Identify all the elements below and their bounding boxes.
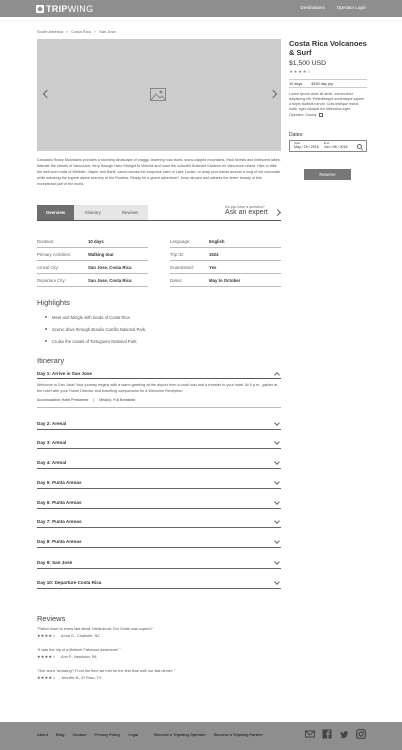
meals-label: Meal(s): Full Breakfast bbox=[99, 398, 136, 402]
footer-link-blog[interactable]: Blog bbox=[55, 733, 65, 737]
itinerary-day-toggle[interactable]: Day 8: Punta Arenas bbox=[37, 536, 281, 548]
list-item: Cruise the canals of Tortuguero National Park. bbox=[45, 335, 146, 347]
image-gallery bbox=[37, 39, 281, 151]
fact-dates: Dates: May to October bbox=[170, 274, 281, 287]
tab-reviews[interactable]: Reviews bbox=[112, 205, 148, 220]
chevron-up-icon bbox=[274, 372, 280, 378]
trip-price: $1,500 USD bbox=[289, 60, 327, 67]
itinerary-day-toggle[interactable]: Day 2: Arenal bbox=[37, 418, 281, 430]
day-description: Welcome to San Jose! Your journey begins with a warm greeting at the airport from a local host and a transfer to your hotel. At 6 p.m., gather at the hotel with your Travel Director and travelling companions for a Welcome Reception. bbox=[37, 383, 278, 393]
facebook-icon[interactable] bbox=[322, 729, 332, 739]
reviews-heading: Reviews bbox=[37, 614, 66, 623]
reserve-button[interactable]: Reserve bbox=[304, 169, 351, 180]
mail-icon[interactable] bbox=[305, 729, 315, 739]
review-item: "Pared down to every last detail. Meticulous! Our Guide was superb! " ★★★★☆ - Anna G., Charlotte, NC bbox=[37, 627, 155, 638]
fact-trip-id: Trip ID: 1524 bbox=[170, 248, 281, 261]
operator-link[interactable]: Operator: Gowey bbox=[289, 113, 367, 117]
tab-overview[interactable]: Overview bbox=[37, 205, 74, 220]
end-date-field[interactable]: End Jun / 08 / 2016 bbox=[323, 141, 348, 149]
fact-language: Language: English bbox=[170, 235, 281, 248]
date-range-picker[interactable] bbox=[289, 140, 367, 152]
fact-guaranteed: Guaranteed: Yes bbox=[170, 261, 281, 274]
chevron-left-icon[interactable] bbox=[42, 89, 50, 99]
breadcrumb-item[interactable]: South America bbox=[37, 29, 64, 34]
chevron-down-icon bbox=[274, 479, 280, 485]
fact-duration: Duration: 10 days bbox=[37, 235, 148, 248]
social-icons bbox=[305, 729, 366, 739]
footer-link-privacy[interactable]: Privacy Policy bbox=[94, 733, 121, 737]
tab-bar bbox=[37, 205, 281, 221]
ask-question: Do you have a question? bbox=[225, 205, 265, 209]
itinerary-day-expanded bbox=[37, 368, 281, 408]
logo-icon bbox=[36, 5, 44, 13]
top-nav bbox=[301, 5, 366, 10]
instagram-icon[interactable] bbox=[356, 729, 366, 739]
booking-sidebar bbox=[289, 39, 367, 180]
rating-stars: ★★★★☆ bbox=[289, 69, 312, 74]
breadcrumb-item[interactable]: San Jose bbox=[99, 29, 116, 34]
chevron-down-icon bbox=[274, 518, 280, 524]
trip-duration: 10 days bbox=[289, 81, 303, 86]
footer-link-partner[interactable]: Become a Tripwing Partner bbox=[213, 733, 263, 737]
itinerary-day-toggle[interactable] bbox=[37, 368, 281, 379]
fact-activities: Primary Activities: Walking tour bbox=[37, 248, 148, 261]
itinerary-day-toggle[interactable]: Day 5: Punta Arenas bbox=[37, 477, 281, 489]
ask-expert-link[interactable] bbox=[225, 205, 281, 216]
breadcrumb-separator: » bbox=[66, 29, 69, 34]
breadcrumb-item[interactable]: Costa Rica bbox=[71, 29, 91, 34]
list-item: Meet and Mingle with locals of Costa Rica bbox=[45, 311, 146, 323]
itinerary-day-toggle[interactable]: Day 6: Punta Arenas bbox=[37, 497, 281, 509]
start-date-field[interactable]: Start May / 29 / 2016 bbox=[294, 141, 319, 149]
footer-link-legal[interactable]: Legal bbox=[128, 733, 139, 737]
breadcrumb-separator: » bbox=[93, 29, 97, 34]
chevron-down-icon bbox=[274, 559, 280, 565]
breadcrumb bbox=[37, 29, 116, 34]
trip-per-day: $150 day p/p bbox=[311, 81, 334, 86]
top-bar bbox=[0, 0, 402, 17]
footer-link-about[interactable]: About bbox=[37, 733, 48, 737]
ask-expert-label: Ask an expert bbox=[225, 209, 268, 216]
chevron-down-icon bbox=[274, 579, 280, 585]
fact-departure-city: Departure City: San Jose, Costa Rica bbox=[37, 274, 148, 287]
search-icon[interactable] bbox=[357, 144, 362, 149]
logo-text: TRIPWING bbox=[46, 3, 94, 14]
nav-operator-login[interactable]: Operator Login bbox=[336, 5, 366, 10]
footer bbox=[0, 722, 402, 750]
highlights-list bbox=[45, 311, 146, 347]
itinerary-heading: Itinerary bbox=[37, 356, 65, 365]
fact-arrival-city: Arrival City: San Jose, Costa Rica bbox=[37, 261, 148, 274]
trip-summary bbox=[289, 79, 367, 88]
chevron-down-icon bbox=[274, 499, 280, 505]
footer-link-operator[interactable]: Become a Tripwing Operator bbox=[154, 733, 206, 737]
itinerary-day-toggle[interactable]: Day 4: Arenal bbox=[37, 457, 281, 469]
day-meta: Accomodation: Hotel Presidente | Meal(s): Full Breakfast bbox=[37, 398, 281, 408]
trip-description: Canada's Rocky Mountains provides a stunning landscape of craggy, towering rock faces, snow-capped mountains, thick forests and iridescent lakes. Wander the streets of Vancouver, ferry through Haro Straight to Victoria and roam the colourful Butchart Gardens on Vancouver island. Hike or bike the well worn trails of Whistler, Jasper and Banff, canoe across the turquoise calm of Lake Louise, or wrap your hands around a mug of hot chocolate while admiring the superb alpine scenery of the Rockies. Ready for a grand adventure? Jump aboard and witness the sheer beauty of this exceptional part of the world. bbox=[37, 158, 281, 186]
chevron-down-icon bbox=[274, 420, 280, 426]
list-item: Scenic drive through Braulio Carrillo National Park. bbox=[45, 323, 146, 335]
highlights-heading: Highlights bbox=[37, 298, 70, 307]
day-title: Day 1: Arrive in San Jose bbox=[37, 370, 92, 376]
review-item: "One word "amazing"! From the time we met for the first time until our last dinner. " ★★★★☆ - Jennifer B., El Paso, TX bbox=[37, 669, 176, 680]
rating-stars: ★★★★☆ bbox=[37, 675, 56, 680]
trip-summary-text: Lorem ipsum dolor sit amet, consectetur adipiscing elit. Pellentesque scelerisque sapien a turpis facilisis rutrum. Cras tristique lectus nulla, eget volutpat leo bibendum eget. bbox=[289, 92, 365, 111]
trip-title: Costa Rica Volcanoes & Surf bbox=[289, 39, 367, 57]
image-placeholder-icon bbox=[150, 88, 166, 101]
chevron-down-icon bbox=[274, 538, 280, 544]
itinerary-day-toggle[interactable]: Day 10: Departure Costa Rica bbox=[37, 577, 281, 589]
review-item: "It was the trip of a lifetime! Fabulous adventure! " ★★★★☆ - Ann P., Newtown, PA bbox=[37, 648, 121, 659]
itinerary-day-toggle[interactable]: Day 7: Punta Arenas bbox=[37, 516, 281, 528]
reviews-section bbox=[37, 614, 175, 690]
chevron-right-icon[interactable] bbox=[268, 89, 276, 99]
external-link-icon bbox=[319, 113, 323, 117]
nav-destinations[interactable]: Destinations bbox=[300, 5, 325, 10]
itinerary-day-toggle[interactable]: Day 3: Arenal bbox=[37, 437, 281, 449]
chevron-down-icon bbox=[274, 439, 280, 445]
rating-stars: ★★★★☆ bbox=[37, 654, 56, 659]
rating-stars: ★★★★☆ bbox=[37, 633, 56, 638]
footer-links bbox=[37, 733, 263, 737]
tab-itinerary[interactable]: Itinerary bbox=[74, 205, 112, 220]
footer-link-contact[interactable]: Contact bbox=[72, 733, 87, 737]
dates-label: Dates: bbox=[289, 132, 304, 138]
logo[interactable] bbox=[36, 3, 93, 14]
chevron-down-icon bbox=[274, 459, 280, 465]
itinerary-day-toggle[interactable]: Day 9: San Jose bbox=[37, 557, 281, 569]
accommodation-label: Accomodation: Hotel Presidente bbox=[37, 398, 89, 402]
twitter-icon[interactable] bbox=[339, 729, 349, 739]
